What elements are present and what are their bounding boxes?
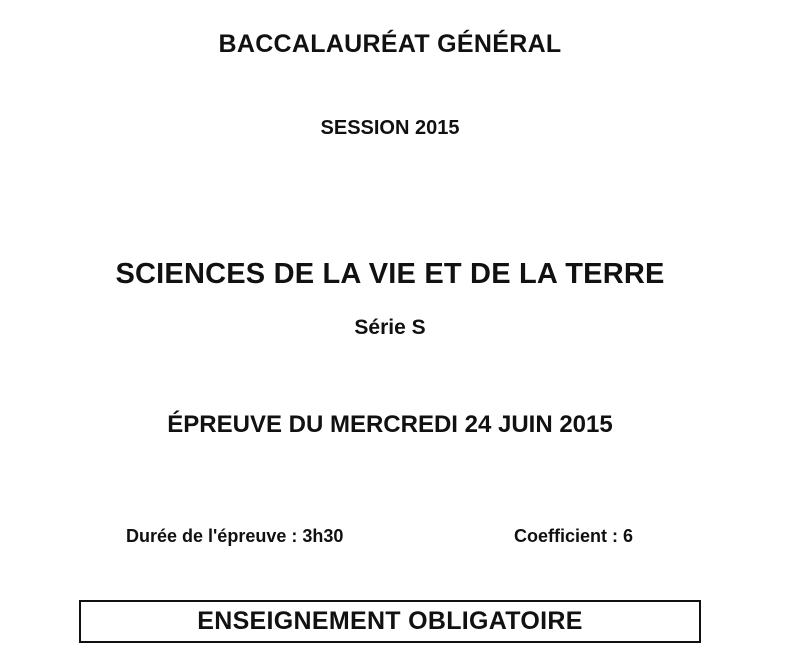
exam-title: BACCALAURÉAT GÉNÉRAL	[218, 30, 562, 58]
track-box	[79, 600, 701, 643]
exam-coefficient: Coefficient : 6	[514, 526, 634, 546]
session-label: SESSION 2015	[320, 117, 460, 139]
series-label: Série S	[354, 316, 426, 339]
exam-duration: Durée de l'épreuve : 3h30	[126, 526, 344, 546]
exam-date: ÉPREUVE DU MERCREDI 24 JUIN 2015	[167, 411, 613, 438]
track-label: ENSEIGNEMENT OBLIGATOIRE	[197, 607, 583, 635]
subject-title: SCIENCES DE LA VIE ET DE LA TERRE	[115, 258, 665, 290]
